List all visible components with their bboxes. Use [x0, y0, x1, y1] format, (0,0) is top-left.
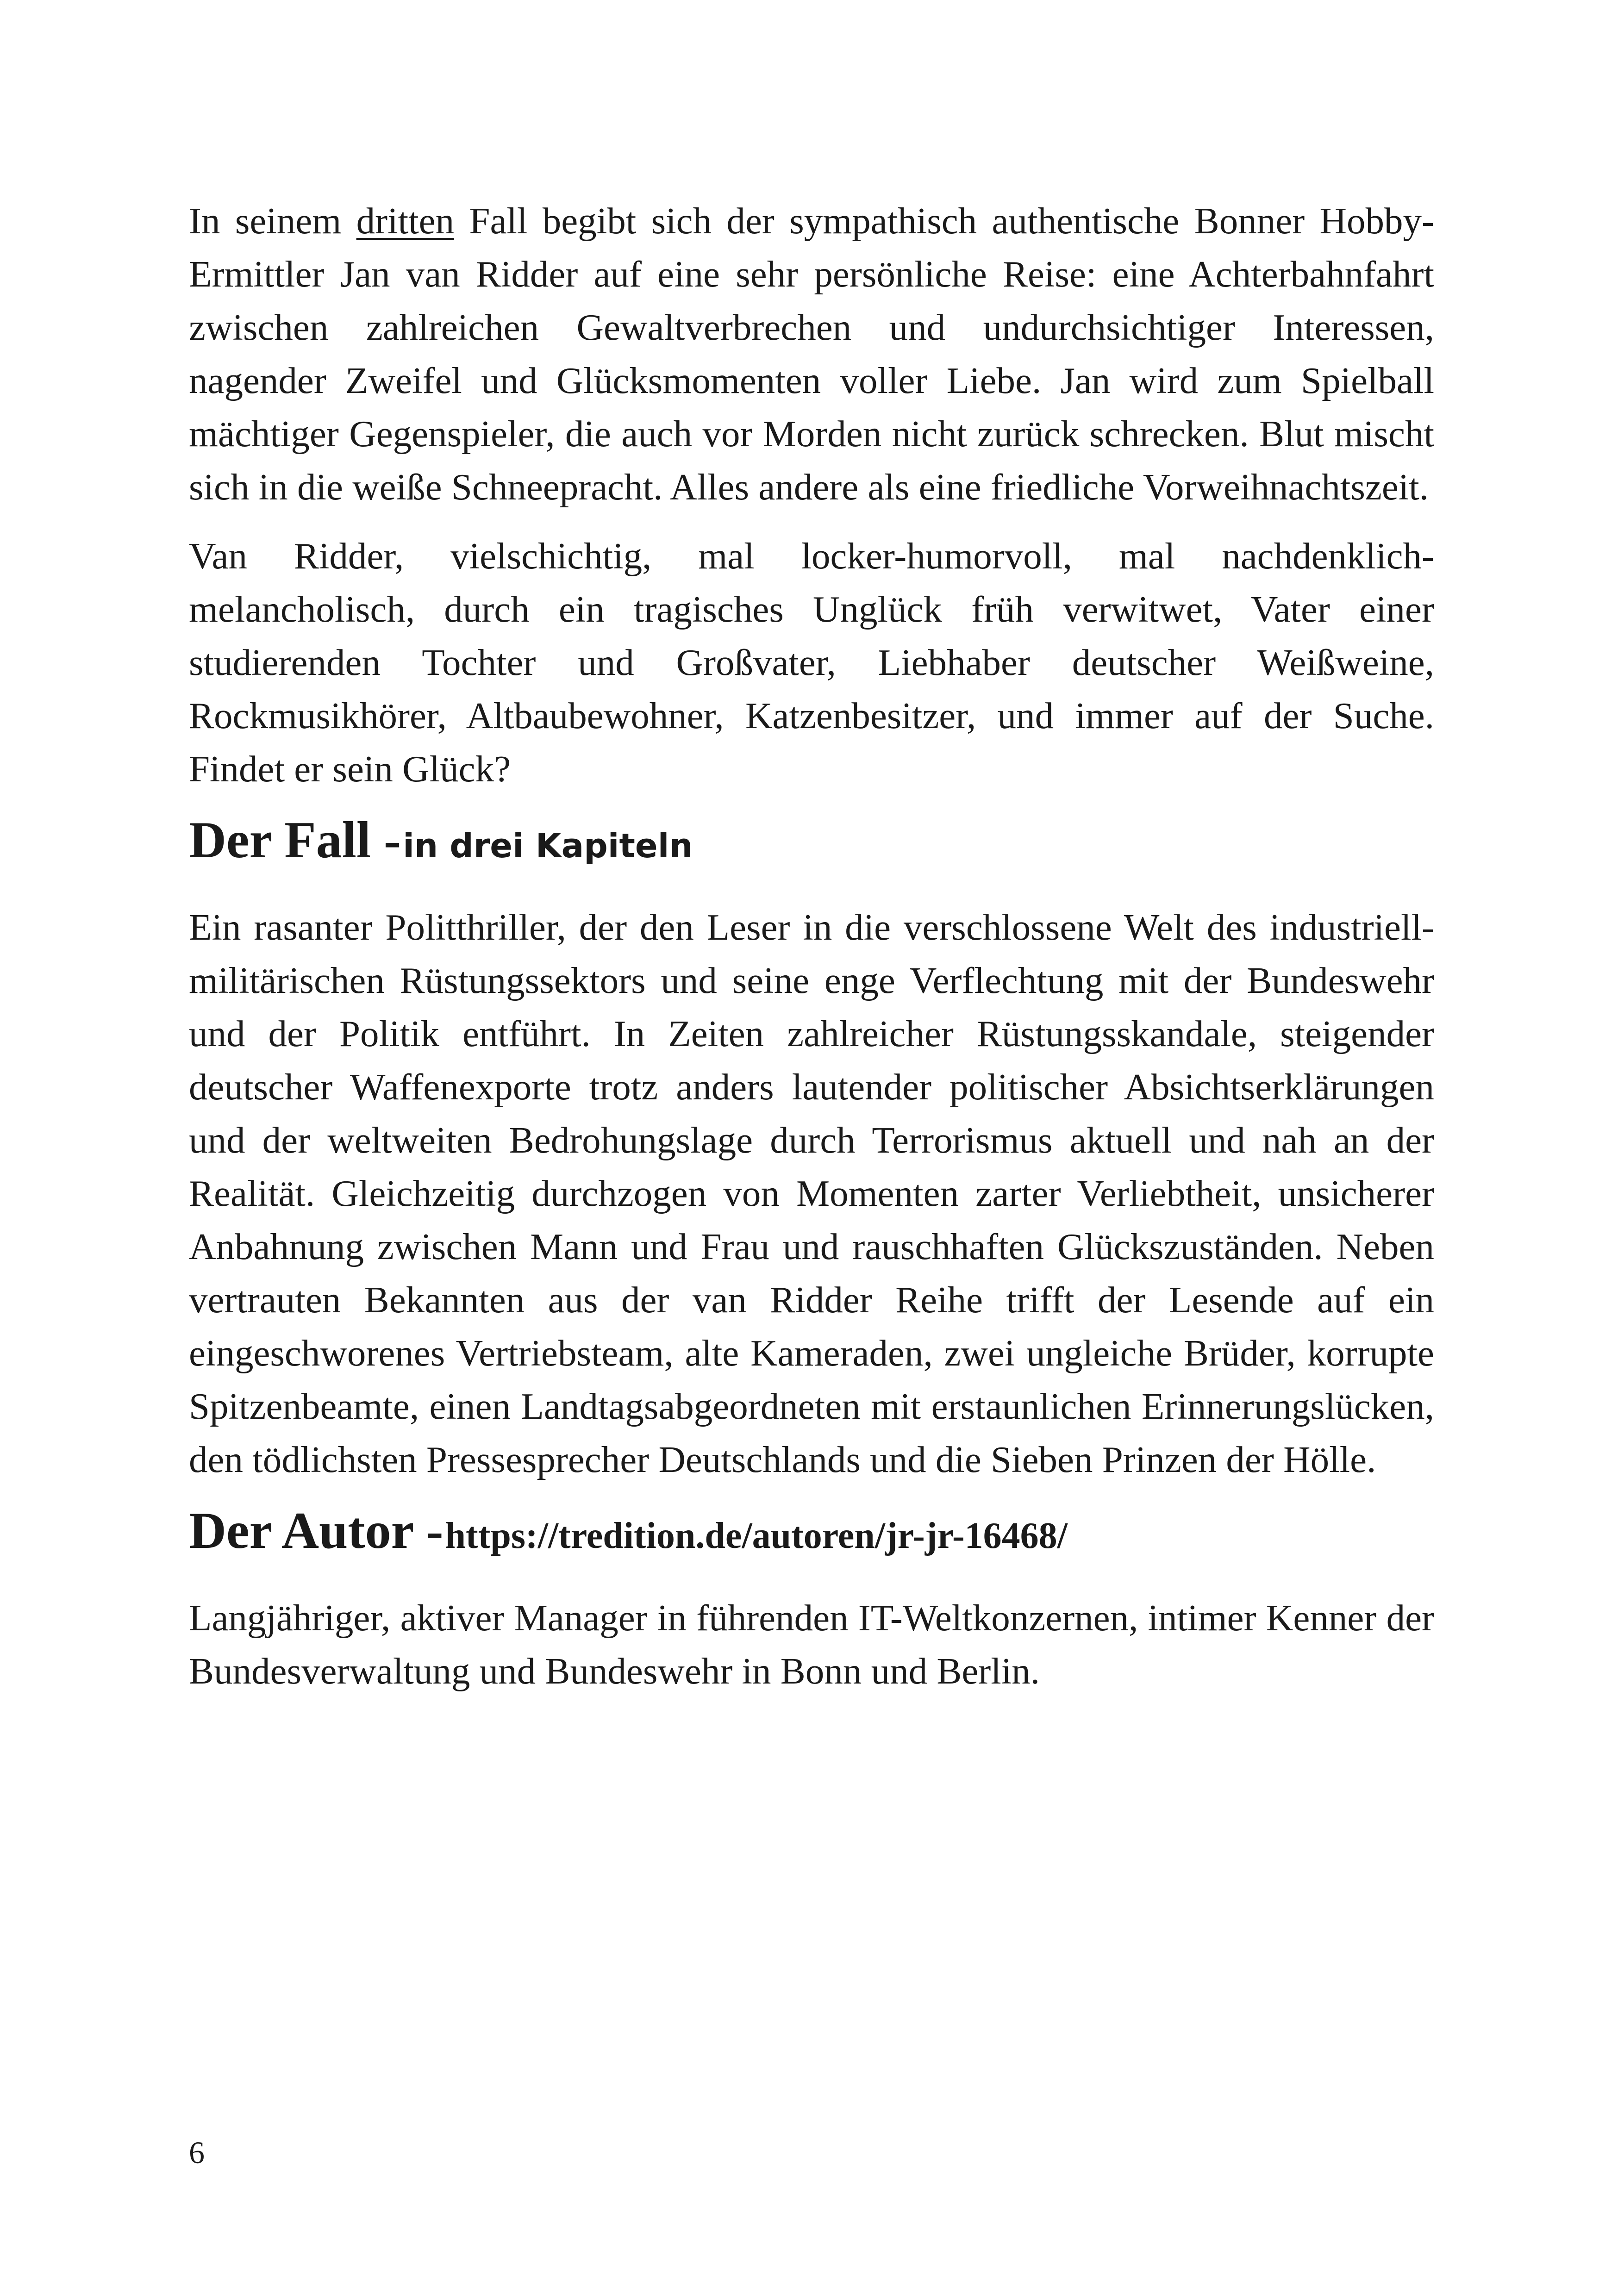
heading-der-fall-main: Der Fall -: [189, 811, 401, 869]
intro-text-rest: Fall begibt sich der sympathisch authentische Bonner Hobby-Ermittler Jan van Ridder auf eine sehr persönliche Reise: eine Achterbahnfahrt zwischen zahlreichen Gewaltverbrechen und undurchsichtiger Interessen, nagender Zweifel und Glücksmomenten voller Liebe. Jan wird zum Spielball mächtiger Gegenspieler, die auch vor Morden nicht zurück schrecken. Blut mischt sich in die weiße Schneepracht. Alles andere als eine friedliche Vorweihnachtszeit.: [189, 200, 1434, 508]
page-body: [189, 194, 1434, 1714]
heading-der-fall-subtitle: in drei Kapiteln: [403, 826, 693, 865]
heading-der-fall: [189, 811, 1434, 884]
page-number: 6: [189, 2135, 205, 2170]
intro-paragraph-1: [189, 194, 1434, 514]
intro-text-start: In seinem: [189, 200, 356, 242]
heading-der-autor-main: Der Autor -: [189, 1502, 443, 1559]
author-url-link[interactable]: https://tredition.de/autoren/jr-jr-16468/: [445, 1515, 1068, 1556]
fall-paragraph: Ein rasanter Politthriller, der den Leser in die verschlossene Welt des industriell-militärischen Rüstungssektors und seine enge Verflechtung mit der Bundeswehr und der Politik entführt. In Zeiten zahlreicher Rüstungsskandale, steigender deutscher Waffenexporte trotz anders lautender politischer Absichtserklärungen und der weltweiten Bedrohungslage durch Terrorismus aktuell und nah an der Realität. Gleichzeitig durchzogen von Momenten zarter Verliebtheit, unsicherer Anbahnung zwischen Mann und Frau und rauschhaften Glückszuständen. Neben vertrauten Bekannten aus der van Ridder Reihe trifft der Lesende auf ein eingeschworenes Vertriebsteam, alte Kameraden, zwei ungleiche Brüder, korrupte Spitzenbeamte, einen Landtagsabgeordneten mit erstaunlichen Erinnerungslücken, den tödlichsten Pressesprecher Deutschlands und die Sieben Prinzen der Hölle.: [189, 906, 1434, 1480]
autor-paragraph: Langjähriger, aktiver Manager in führenden IT-Weltkonzernen, intimer Kenner der Bundesverwaltung und Bundeswehr in Bonn und Berlin.: [189, 1597, 1434, 1692]
heading-der-autor: [189, 1502, 1434, 1575]
intro-paragraph-2: Van Ridder, vielschichtig, mal locker-humorvoll, mal nachdenklich-melancholisch, durch ein tragisches Unglück früh verwitwet, Vater einer studierenden Tochter und Großvater, Liebhaber deutscher Weißweine, Rockmusikhörer, Altbaubewohner, Katzenbesitzer, und immer auf der Suche. Findet er sein Glück?: [189, 535, 1434, 790]
underlined-word: dritten: [356, 200, 455, 242]
